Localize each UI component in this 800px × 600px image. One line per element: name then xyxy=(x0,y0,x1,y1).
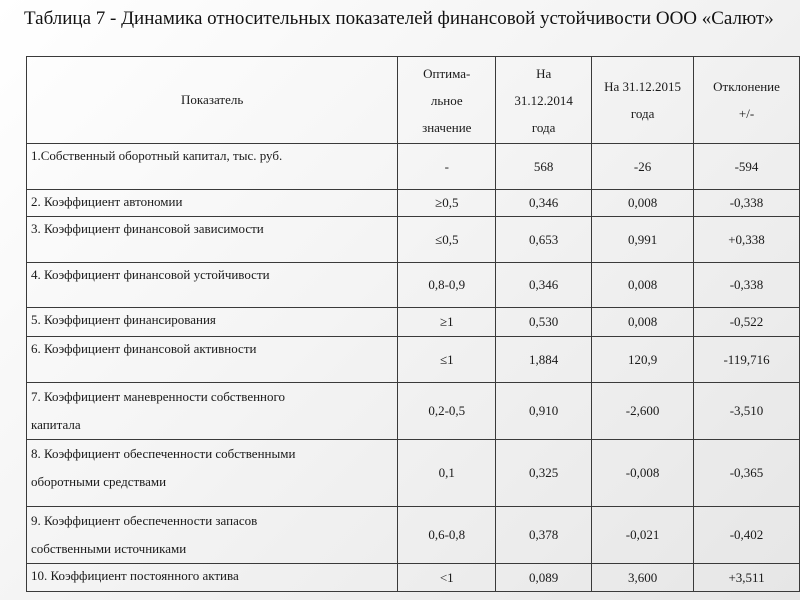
deviation-value: -0,522 xyxy=(694,308,800,337)
table-row xyxy=(27,337,800,383)
optimal-value: ≥1 xyxy=(398,308,496,337)
indicator-name: 7. Коэффициент маневренности собственного капитала xyxy=(27,383,398,440)
table-title: Таблица 7 - Динамика относительных показателей финансовой устойчивости ООО «Салют» xyxy=(24,8,774,29)
deviation-value: -0,338 xyxy=(694,263,800,308)
table-row xyxy=(27,564,800,592)
table-row xyxy=(27,144,800,190)
table-header-row xyxy=(27,57,800,144)
value-2015: 0,008 xyxy=(592,263,694,308)
indicator-name: 10. Коэффициент постоянного актива xyxy=(27,564,398,592)
indicator-name: 9. Коэффициент обеспеченности запасов собственными источниками xyxy=(27,507,398,564)
header-optimal: Оптима- льное значение xyxy=(398,57,496,144)
value-2014: 1,884 xyxy=(496,337,592,383)
value-2014: 0,910 xyxy=(496,383,592,440)
indicator-name: 8. Коэффициент обеспеченности собственными оборотными средствами xyxy=(27,440,398,507)
value-2014: 0,346 xyxy=(496,263,592,308)
value-2015: 0,991 xyxy=(592,217,694,263)
value-2014: 0,653 xyxy=(496,217,592,263)
value-2015: -26 xyxy=(592,144,694,190)
optimal-value: ≥0,5 xyxy=(398,190,496,217)
table-row xyxy=(27,190,800,217)
optimal-value: 0,6-0,8 xyxy=(398,507,496,564)
indicator-name: 4. Коэффициент финансовой устойчивости xyxy=(27,263,398,308)
value-2015: 0,008 xyxy=(592,190,694,217)
optimal-value: ≤0,5 xyxy=(398,217,496,263)
value-2015: -2,600 xyxy=(592,383,694,440)
table-row xyxy=(27,263,800,308)
deviation-value: -594 xyxy=(694,144,800,190)
optimal-value: <1 xyxy=(398,564,496,592)
deviation-value: -119,716 xyxy=(694,337,800,383)
value-2014: 0,378 xyxy=(496,507,592,564)
table-row xyxy=(27,507,800,564)
deviation-value: -0,365 xyxy=(694,440,800,507)
value-2014: 0,325 xyxy=(496,440,592,507)
value-2015: 3,600 xyxy=(592,564,694,592)
indicator-name: 6. Коэффициент финансовой активности xyxy=(27,337,398,383)
optimal-value: 0,2-0,5 xyxy=(398,383,496,440)
indicator-name: 3. Коэффициент финансовой зависимости xyxy=(27,217,398,263)
value-2014: 0,089 xyxy=(496,564,592,592)
deviation-value: -0,338 xyxy=(694,190,800,217)
deviation-value: +3,511 xyxy=(694,564,800,592)
deviation-value: +0,338 xyxy=(694,217,800,263)
header-deviation: Отклонение +/- xyxy=(694,57,800,144)
table-row xyxy=(27,217,800,263)
header-2015: На 31.12.2015 года xyxy=(592,57,694,144)
value-2015: 0,008 xyxy=(592,308,694,337)
optimal-value: 0,8-0,9 xyxy=(398,263,496,308)
indicator-name: 5. Коэффициент финансирования xyxy=(27,308,398,337)
value-2015: 120,9 xyxy=(592,337,694,383)
deviation-value: -3,510 xyxy=(694,383,800,440)
table-row xyxy=(27,383,800,440)
optimal-value: 0,1 xyxy=(398,440,496,507)
indicator-name: 1.Собственный оборотный капитал, тыс. руб. xyxy=(27,144,398,190)
header-indicator: Показатель xyxy=(27,57,398,144)
value-2014: 0,346 xyxy=(496,190,592,217)
table-row xyxy=(27,308,800,337)
optimal-value: ≤1 xyxy=(398,337,496,383)
optimal-value: - xyxy=(398,144,496,190)
indicator-name: 2. Коэффициент автономии xyxy=(27,190,398,217)
deviation-value: -0,402 xyxy=(694,507,800,564)
value-2015: -0,008 xyxy=(592,440,694,507)
value-2015: -0,021 xyxy=(592,507,694,564)
value-2014: 568 xyxy=(496,144,592,190)
value-2014: 0,530 xyxy=(496,308,592,337)
table-row xyxy=(27,440,800,507)
header-2014: На 31.12.2014 года xyxy=(496,57,592,144)
financial-stability-table xyxy=(26,56,800,592)
